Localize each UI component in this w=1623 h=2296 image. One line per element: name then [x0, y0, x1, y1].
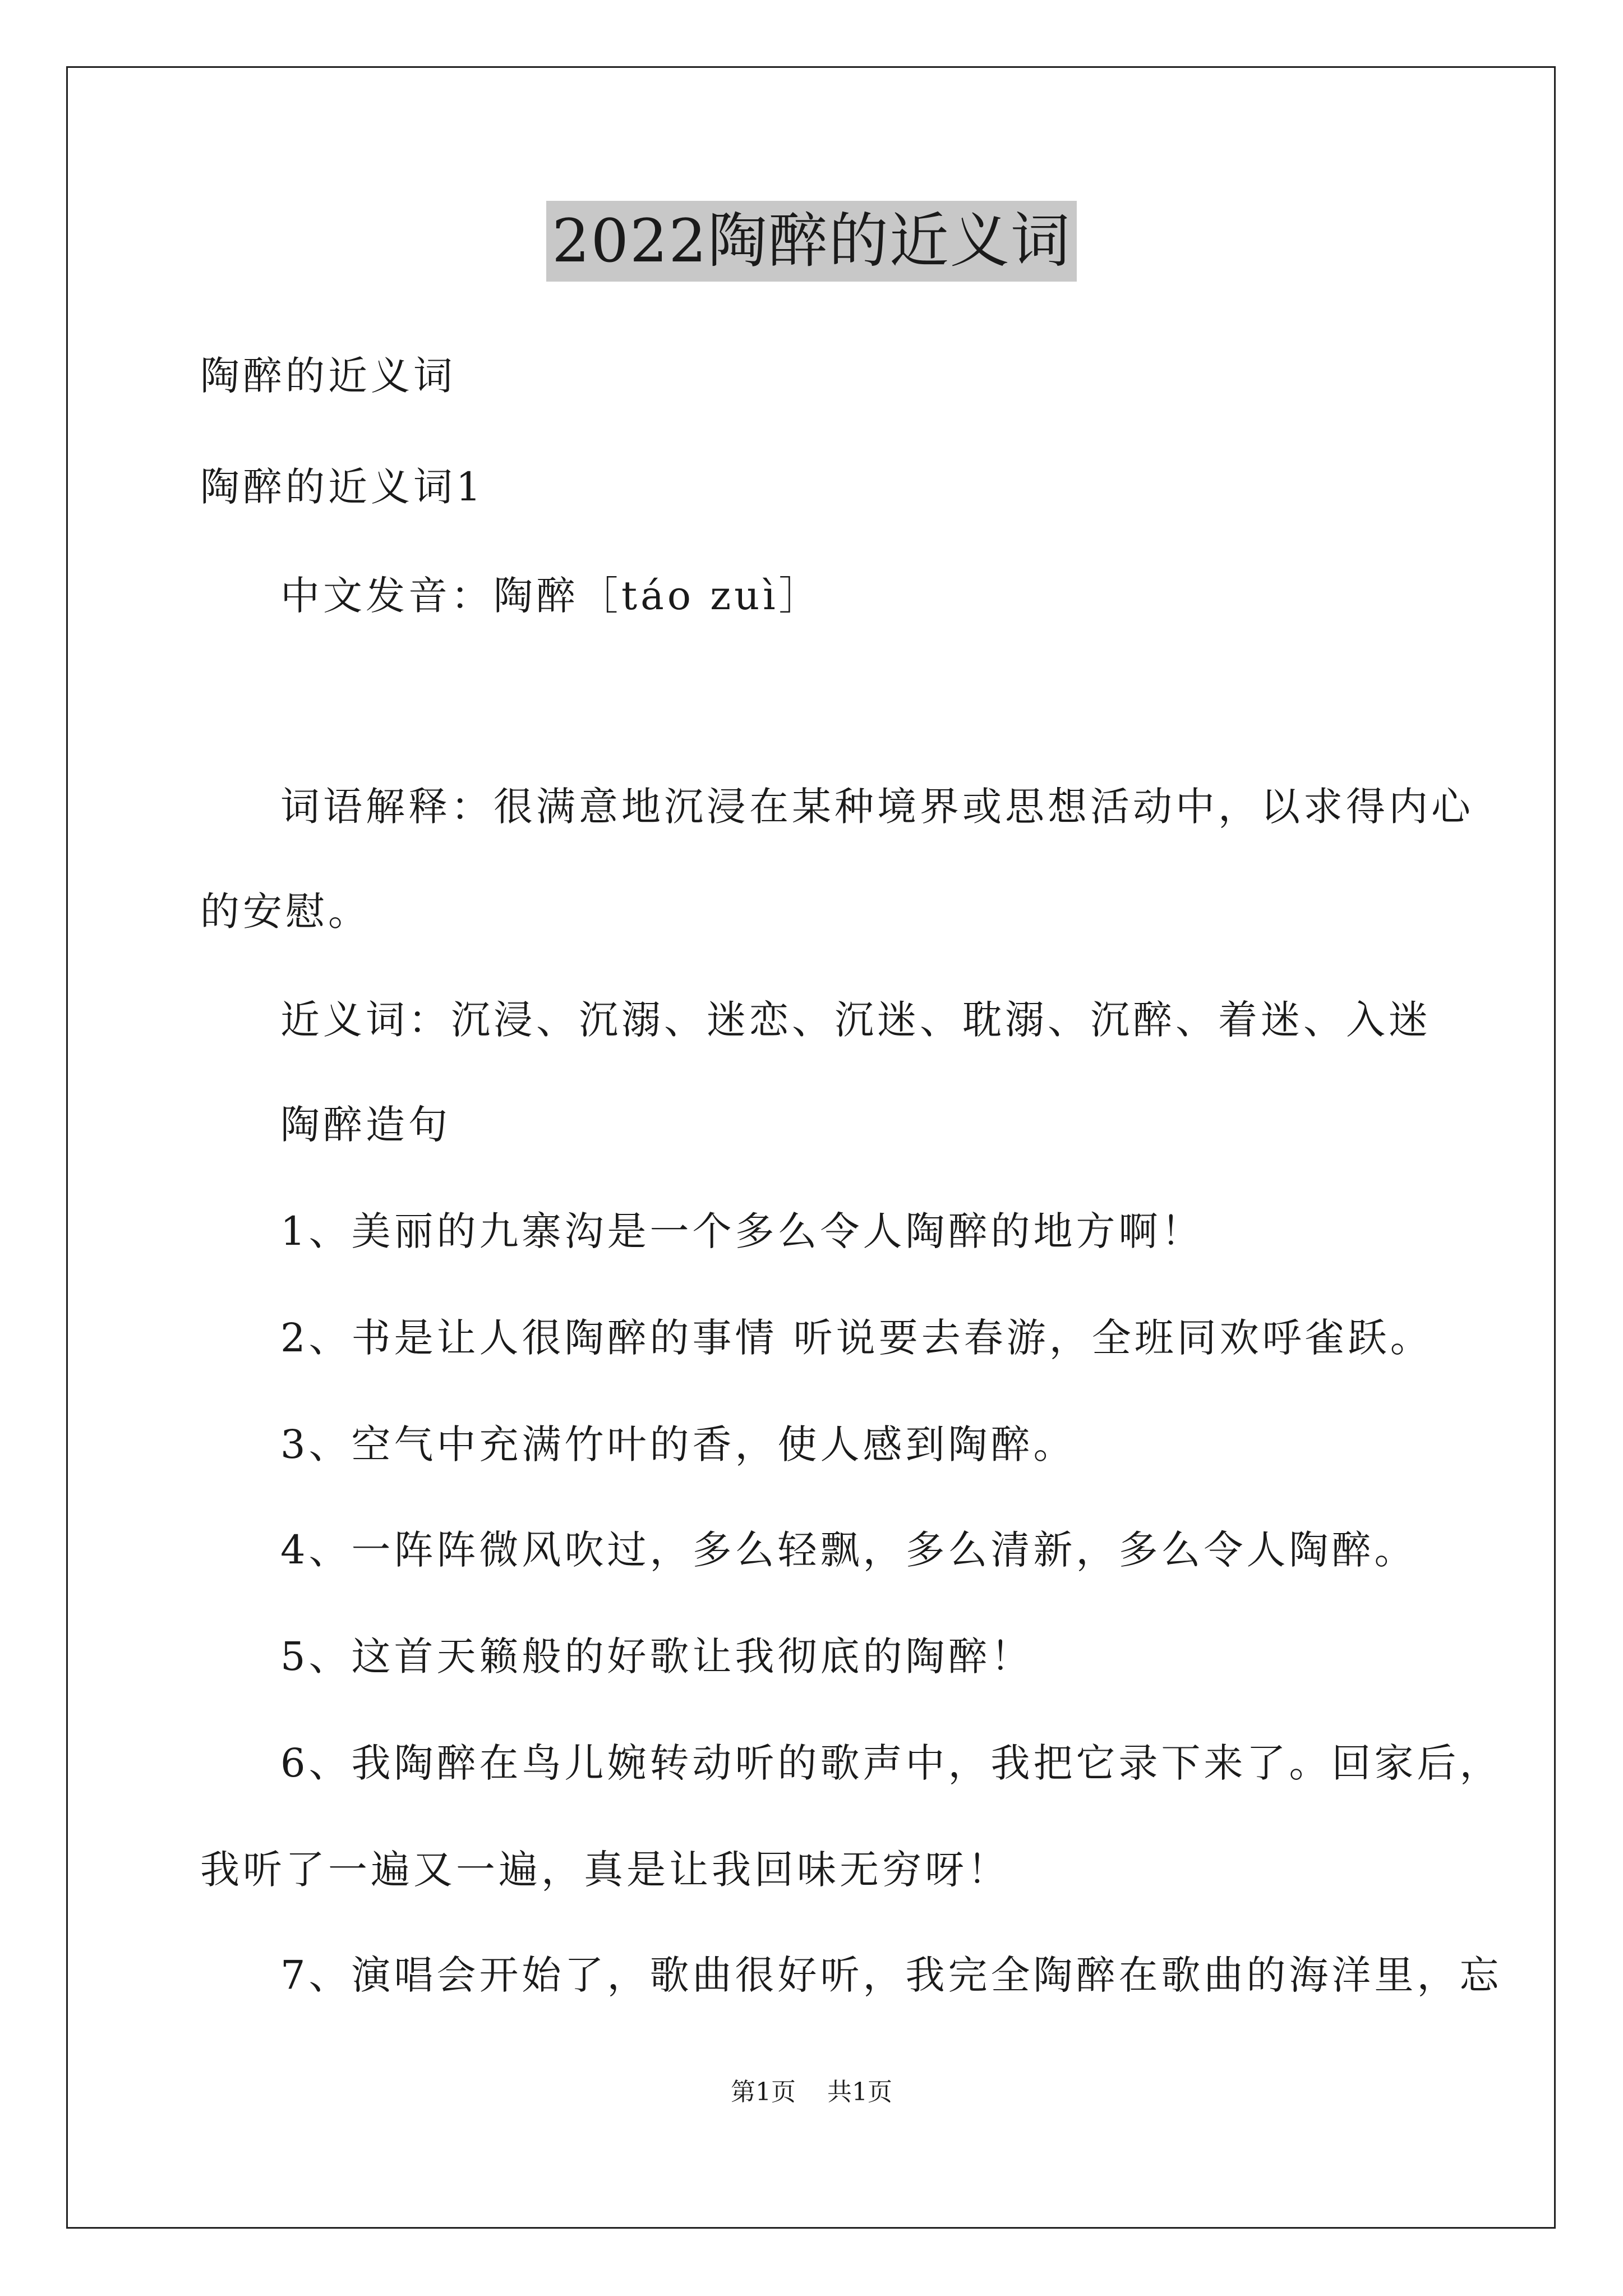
- example-sentence-3: 3、空气中充满竹叶的香，使人感到陶醉。: [280, 1421, 1076, 1467]
- subheading-line: 陶醉的近义词1: [200, 464, 485, 510]
- page-number-current: 第1页: [731, 2078, 796, 2106]
- example-sentence-5: 5、这首天籁般的好歌让我彻底的陶醉！: [280, 1634, 1034, 1680]
- heading-line: 陶醉的近义词: [200, 353, 456, 399]
- example-sentence-7: 7、演唱会开始了，歌曲很好听，我完全陶醉在歌曲的海洋里，忘: [280, 1952, 1502, 1998]
- examples-heading-line: 陶醉造句: [280, 1102, 451, 1148]
- example-sentence-2: 2、书是让人很陶醉的事情 听说要去春游，全班同欢呼雀跃。: [280, 1315, 1433, 1361]
- example-sentence-6-continuation: 我听了一遍又一遍，真是让我回味无穷呀！: [200, 1847, 1010, 1893]
- example-sentence-6: 6、我陶醉在鸟儿婉转动听的歌声中，我把它录下来了。回家后，: [280, 1740, 1502, 1786]
- definition-line: 词语解释：很满意地沉浸在某种境界或思想活动中，以求得内心: [280, 784, 1474, 830]
- example-sentence-1: 1、美丽的九寨沟是一个多么令人陶醉的地方啊！: [280, 1208, 1204, 1254]
- page-number-total: 共1页: [827, 2078, 892, 2106]
- pronunciation-line: 中文发音：陶醉［táo zuì］: [280, 573, 822, 619]
- title-container: [0, 201, 1623, 282]
- example-sentence-4: 4、一阵阵微风吹过，多么轻飘，多么清新，多么令人陶醉。: [280, 1527, 1417, 1573]
- synonyms-line: 近义词：沉浸、沉溺、迷恋、沉迷、耽溺、沉醉、着迷、入迷: [280, 997, 1431, 1043]
- definition-continuation-line: 的安慰。: [200, 889, 371, 935]
- document-title: 2022陶醉的近义词: [546, 201, 1077, 282]
- page-footer: [0, 2076, 1623, 2109]
